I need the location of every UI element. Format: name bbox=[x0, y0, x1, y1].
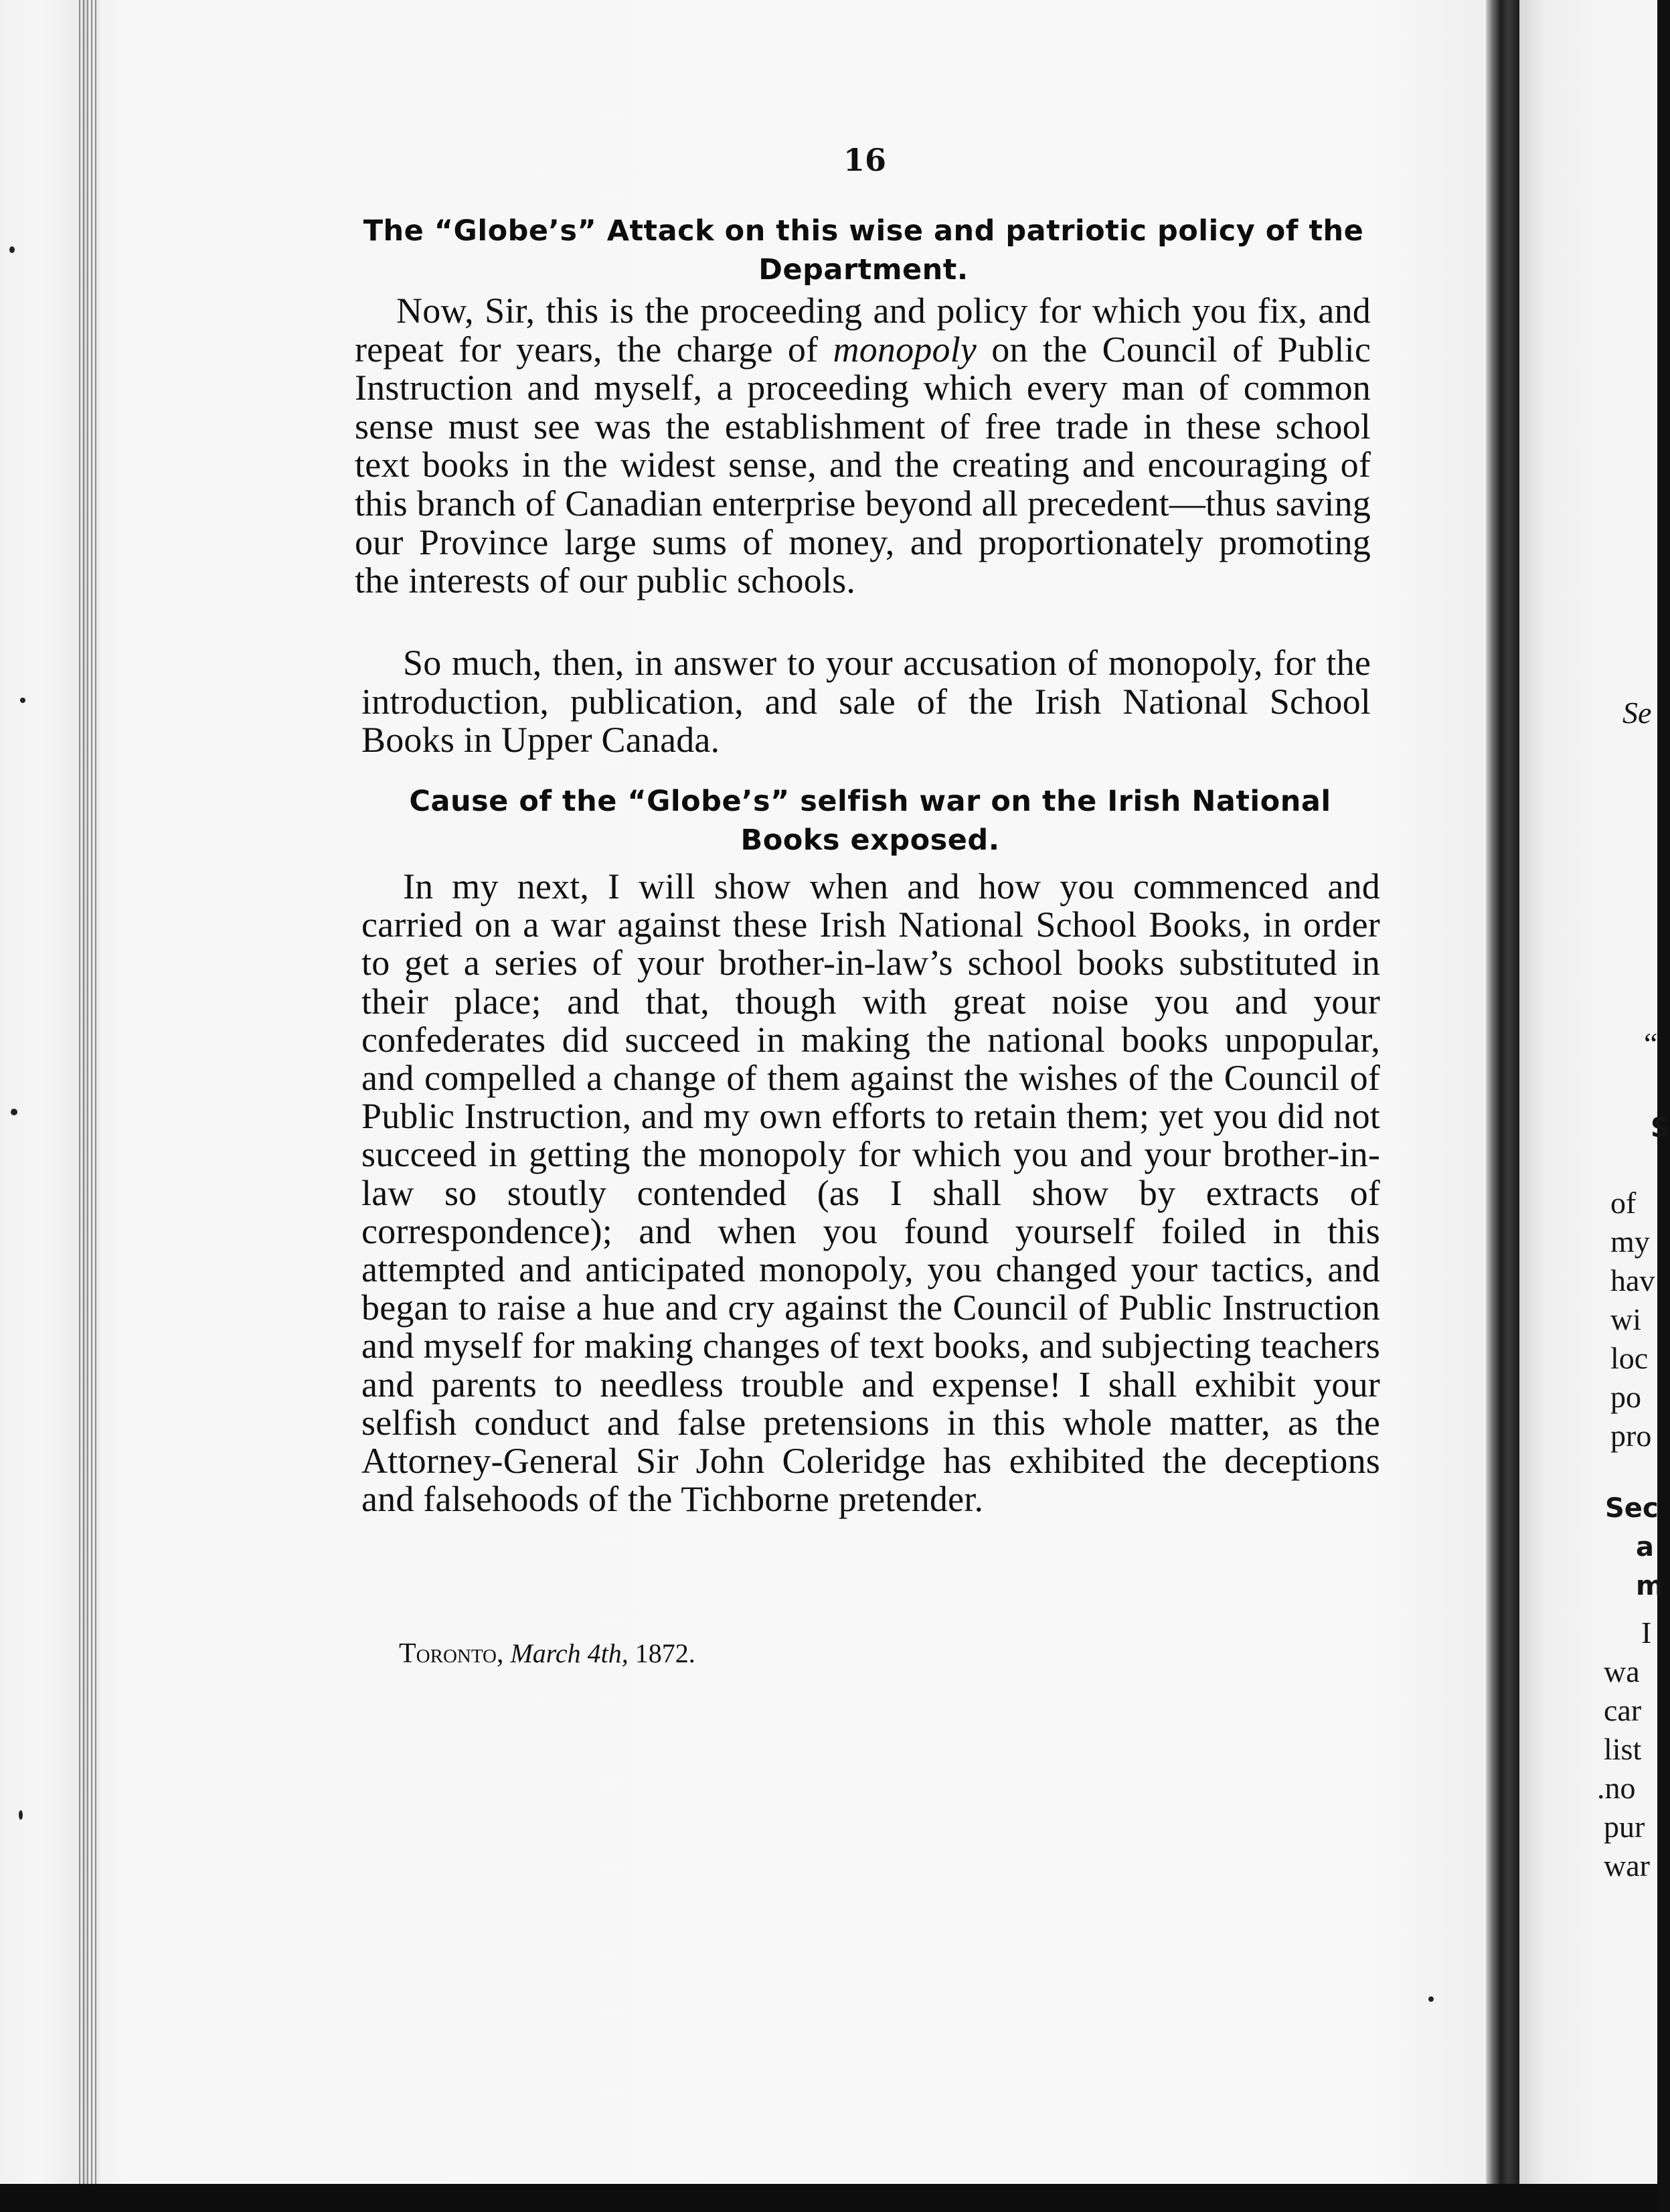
facing-page-fragment: m bbox=[1636, 1571, 1664, 1601]
facing-page-fragment: wa bbox=[1604, 1654, 1640, 1688]
section-heading-globe-attack: The “Globe’s” Attack on this wise and patriotic policy of the Department. bbox=[363, 214, 1364, 287]
facing-page-fragment: a bbox=[1636, 1532, 1654, 1563]
facing-page-fragment: S bbox=[1651, 1113, 1670, 1143]
stacked-page-edges bbox=[79, 0, 99, 2212]
book-gutter bbox=[1486, 0, 1519, 2212]
facing-page-fragment: of bbox=[1610, 1186, 1637, 1220]
facing-page-fragment: wi bbox=[1610, 1302, 1641, 1336]
facing-page-fragment: my bbox=[1610, 1224, 1650, 1259]
paragraph-text: Now, Sir, this is the proceeding and policy for which you fix, and repeat for years, the charge of bbox=[355, 291, 1371, 370]
facing-page-fragment: .no bbox=[1597, 1771, 1636, 1805]
facing-page-fragment: pur bbox=[1604, 1810, 1645, 1844]
paragraph-text: on the Council of Public Instruction and myself, a proceeding which every man of common sense must see was the establishment of free trade in these school text books in the widest sense, and the creating and encouraging of this branch of Canadian enterprise beyond all precedent—thus saving our Province large sums of money, and proportionately promoting the interests of our public schools. bbox=[355, 329, 1371, 601]
scan-speck bbox=[11, 1109, 17, 1115]
facing-page-fragment: Se bbox=[1622, 696, 1652, 730]
paragraph-answer-accusation: So much, then, in answer to your accusation of monopoly, for the introduction, publication, and sale of the Irish National School Books in Upper Canada. bbox=[361, 643, 1371, 761]
paragraph-monopoly-charge bbox=[355, 292, 1371, 601]
facing-page-fragment: pro bbox=[1610, 1419, 1652, 1453]
bottom-scan-border bbox=[0, 2184, 1657, 2212]
scan-speck bbox=[20, 698, 25, 703]
facing-page-fragment: list bbox=[1604, 1732, 1642, 1766]
italic-word-monopoly: monopoly bbox=[833, 329, 977, 370]
signoff-year: 1872. bbox=[635, 1638, 695, 1668]
paragraph-war-on-books: In my next, I will show when and how you commenced and carried on a war against these Irish National School Books, in order to get a series of your brother-in-law’s school books substituted in their place; and that, though with great noise you and your confederates did succeed in making the national books unpopular, and compelled a change of them against the wishes of the Council of Public Instruction, and my own efforts to retain them; yet you did not succeed in getting the monopoly for which you and your brother-in-law so stoutly contended (as I shall show by extracts of correspondence); and when you found yourself foiled in this attempted and anticipated monopoly, you changed your tactics, and began to raise a hue and cry against the Council of Public Instruction and myself for making changes of text books, and subjecting teachers and parents to needless trouble and expense! I shall exhibit your selfish conduct and false pretensions in this whole matter, as the Attorney-General Sir John Coleridge has exhibited the deceptions and falsehoods of the Tichborne pretender. bbox=[361, 866, 1380, 1520]
facing-page-fragment: war bbox=[1604, 1848, 1650, 1883]
page-number: 16 bbox=[843, 142, 886, 178]
signoff-place: Toronto, bbox=[399, 1638, 504, 1669]
facing-page-fragment: po bbox=[1610, 1380, 1641, 1414]
scan-speck bbox=[1428, 1996, 1434, 2002]
facing-page-fragment: I bbox=[1641, 1615, 1652, 1650]
facing-page-fragment: Sec bbox=[1605, 1493, 1659, 1524]
facing-page-fragment: hav bbox=[1610, 1263, 1655, 1297]
scan-speck bbox=[19, 1810, 23, 1820]
signoff-place-date bbox=[399, 1638, 695, 1670]
facing-page-fragment: loc bbox=[1610, 1341, 1649, 1375]
section-heading-cause-of-war: Cause of the “Globe’s” selfish war on the Irish National Books exposed. bbox=[409, 785, 1331, 857]
facing-page-fragment: car bbox=[1604, 1693, 1642, 1727]
facing-page-fragment: “ bbox=[1644, 1026, 1658, 1060]
left-margin bbox=[0, 0, 87, 2212]
signoff-date: March 4th, bbox=[510, 1638, 629, 1668]
scan-speck bbox=[9, 246, 15, 253]
